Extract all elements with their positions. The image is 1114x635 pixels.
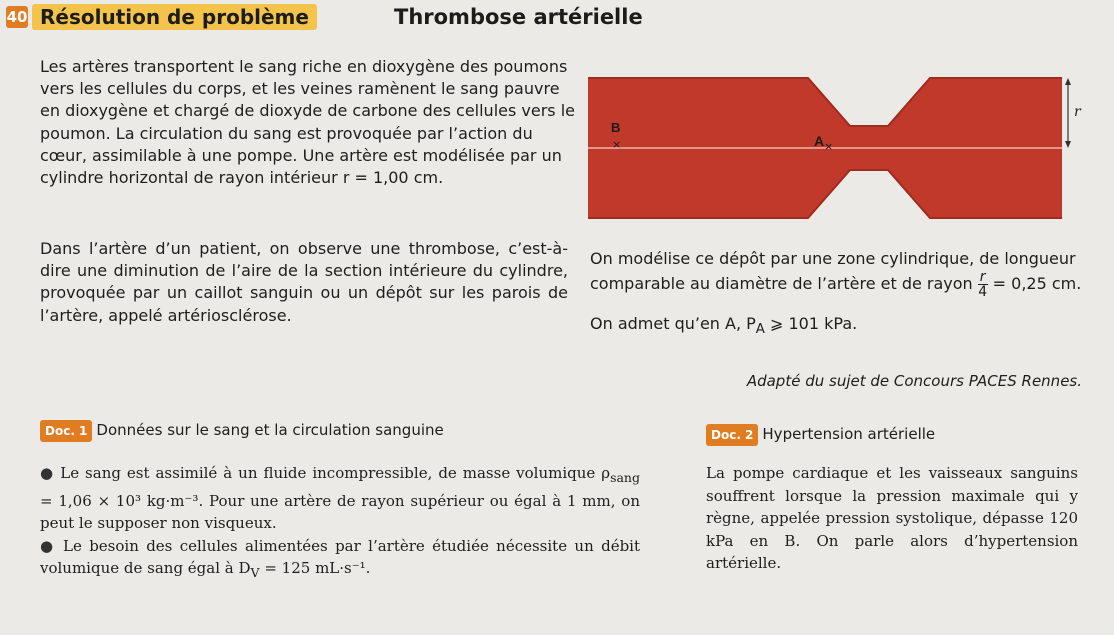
exercise-title: Thrombose artérielle <box>394 5 643 29</box>
doc2-body: La pompe cardiaque et les vaisseaux sanguins souffrent lorsque la pression maximale qui y règne, appelée pression systolique, dépasse 120 kPa en B. On parle alors d’hypertension artérielle. <box>706 464 1078 572</box>
exercise-number: 40 <box>6 8 28 26</box>
doc1-body <box>40 462 640 585</box>
pressure-assumption: On admet qu’en A, $P_A$ ⩾ 101 kPa. <box>590 314 858 338</box>
point-a-label: A <box>814 133 825 149</box>
model-text: On modélise ce dépôt par une zone cylindrique, de longueur comparable au diamètre de l’artère et de rayon <box>590 249 1076 294</box>
doc1-badge: Doc. 1 <box>40 420 92 442</box>
section-label: Résolution de problème <box>32 4 317 30</box>
point-b-label: B <box>611 120 621 135</box>
intro-text-2: Dans l’artère d’un patient, on observe une thrombose, c’est-à-dire une diminution de l’aire de la section intérieure du cylindre, provoquée par un caillot sanguin ou un dépôt sur les parois de l’artère, appelé artériosclérose. <box>40 239 568 325</box>
radius-label: r <box>1074 104 1081 120</box>
doc1-bullet-2: ● Le besoin des cellules alimentées par l’artère étudiée nécessite un débit volumique de sang égal à $D_V = 125$ mL·s⁻¹. <box>40 536 640 580</box>
radius-fraction: $\frac{r}{4}$ <box>978 269 988 301</box>
doc2-title: Hypertension artérielle <box>762 425 936 443</box>
artery-diagram <box>588 68 1098 238</box>
intro-text-1: Les artères transportent le sang riche en dioxygène des poumons vers les cellules du corps, et les veines ramènent le sang pauvre en dioxygène et chargé de dioxyde de carbone des cellules vers le poumon. La circulation du sang est provoquée par l’action du cœur, assimilable à une pompe. Une artère est modélisée par un cylindre horizontal de rayon intérieur r = 1,00 cm. <box>40 57 575 188</box>
doc1-header <box>40 420 444 442</box>
intro-paragraph-3 <box>590 248 1090 342</box>
intro-paragraph-1 <box>40 56 580 189</box>
doc1-bullet-1: ● Le sang est assimilé à un fluide incompressible, de masse volumique $\rho_{sang} = 1,06 \times 10^3$ kg·m⁻³. Pour une artère de rayon supérieur ou égal à 1 mm, on peut le supposer non visqueux. <box>40 464 640 532</box>
doc2-header <box>706 424 935 446</box>
doc2-badge: Doc. 2 <box>706 424 758 446</box>
model-radius-value: = 0,25 cm. <box>992 274 1082 294</box>
point-b-mark: × <box>612 138 622 151</box>
doc1-title: Données sur le sang et la circulation sanguine <box>96 421 444 439</box>
source-credit: Adapté du sujet de Concours PACES Rennes. <box>746 372 1082 390</box>
intro-paragraph-2 <box>40 238 568 327</box>
point-a-mark: × <box>824 140 834 153</box>
